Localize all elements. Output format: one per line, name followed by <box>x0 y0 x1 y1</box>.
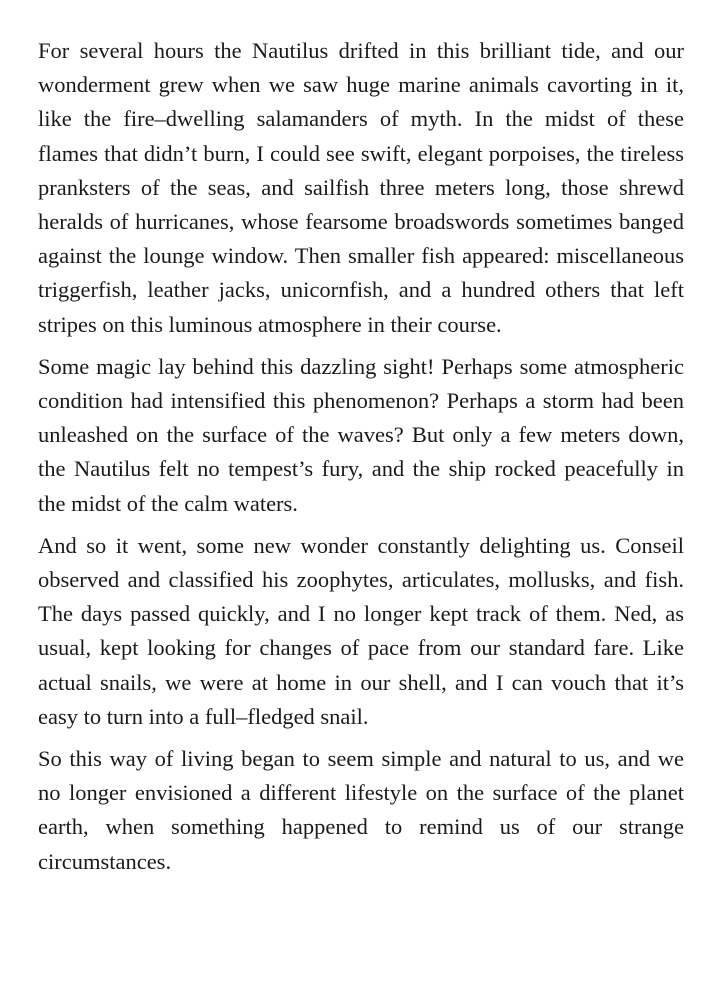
document-page <box>38 34 684 887</box>
paragraph-3: And so it went, some new wonder constantly delighting us. Conseil observed and classified his zoophytes, articulates, mollusks, and fish. The days passed quickly, and I no longer kept track of them. Ned, as usual, kept looking for changes of pace from our standard fare. Like actual snails, we were at home in our shell, and I can vouch that it’s easy to turn into a full–fledged snail. <box>38 532 684 729</box>
paragraph-4: So this way of living began to seem simple and natural to us, and we no longer envisioned a different lifestyle on the surface of the planet earth, when something happened to remind us of our strange circumstances. <box>38 746 684 874</box>
paragraph-2: Some magic lay behind this dazzling sight! Perhaps some atmospheric condition had intensified this phenomenon? Perhaps a storm had been unleashed on the surface of the waves? But only a few meters down, the Nautilus felt no tempest’s fury, and the ship rocked peacefully in the midst of the calm waters. <box>38 353 684 516</box>
paragraph-1: For several hours the Nautilus drifted in this brilliant tide, and our wonderment grew when we saw huge marine animals cavorting in it, like the fire–dwelling salamanders of myth. In the midst of these flames that didn’t burn, I could see swift, elegant porpoises, the tireless pranksters of the seas, and sailfish three meters long, those shrewd heralds of hurricanes, whose fearsome broadswords sometimes banged against the lounge window. Then smaller fish appeared: miscellaneous triggerfish, leather jacks, unicornfish, and a hundred others that left stripes on this luminous atmosphere in their course. <box>38 38 684 337</box>
